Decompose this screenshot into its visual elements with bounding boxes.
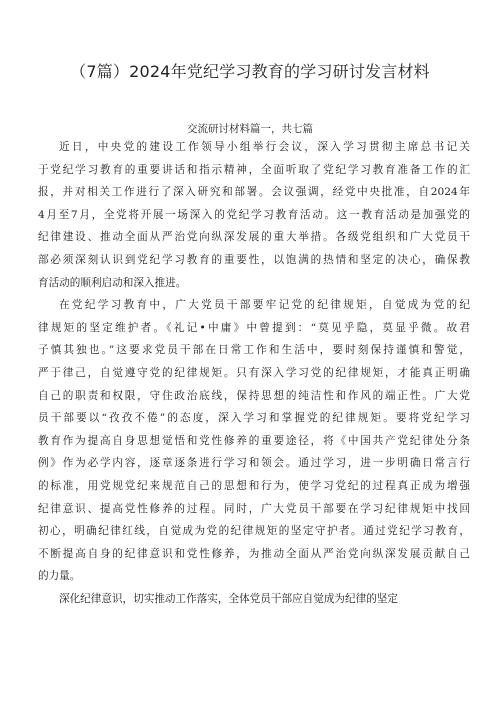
paragraph-line: 育活动的顺利启动和深入推进。 bbox=[38, 276, 187, 289]
document-title: （7篇）2024年党纪学习教育的学习研讨发言材料 bbox=[70, 62, 430, 81]
paragraph-line: 纪律意识、提高党性修养的过程。同时，广大党员干部要在学习纪律规矩中找回 bbox=[38, 502, 470, 515]
paragraph-line: 于党纪学习教育的重要讲话和指示精神，全面听取了党纪学习教育准备工作的汇 bbox=[38, 163, 470, 176]
paragraph-line: 律规矩的坚定维护者。《礼记•中庸》中曾提到：“莫见乎隐，莫显乎微。故君 bbox=[38, 321, 470, 334]
paragraph-line: 部必须深刻认识到党纪学习教育的重要性，以饱满的热情和坚定的决心，确保教 bbox=[38, 253, 470, 266]
paragraph-line: 报，并对相关工作进行了深入研究和部署。会议强调，经党中央批准，自2024年 bbox=[38, 186, 470, 199]
paragraph-line: 在党纪学习教育中，广大党员干部要牢记党的纪律规矩，自觉成为党的纪 bbox=[59, 299, 470, 312]
document-subtitle: 交流研讨材料篇一，共七篇 bbox=[187, 123, 313, 135]
paragraph-line: 员干部要以“孜孜不倦”的态度，深入学习和掌握党的纪律规矩。要将党纪学习 bbox=[38, 412, 470, 425]
paragraph-line: 的力量。 bbox=[38, 570, 81, 583]
paragraph-line: 例》作为必学内容，逐章逐条进行学习和领会。通过学习，进一步明确日常言行 bbox=[38, 457, 470, 470]
document-body bbox=[38, 136, 470, 610]
paragraph-line: 4月至7月，全党将开展一场深入的党纪学习教育活动。这一教育活动是加强党的 bbox=[38, 208, 470, 221]
paragraph-line: 近日，中央党的建设工作领导小组举行会议，深入学习贯彻主席总书记关 bbox=[59, 141, 470, 153]
paragraph-line: 纪律建设、推动全面从严治党向纵深发展的重大举措。各级党组织和广大党员干 bbox=[38, 231, 470, 244]
paragraph-line: 教育作为提高自身思想觉悟和党性修养的重要途径，将《中国共产党纪律处分条 bbox=[38, 434, 470, 447]
paragraph-line: 的标准，用党规党纪来规范自己的思想和行为，使学习党纪的过程真正成为增强 bbox=[38, 479, 470, 492]
paragraph-line: 不断提高自身的纪律意识和党性修养，为推动全面从严治党向纵深发展贡献自己 bbox=[38, 547, 470, 560]
paragraph-line: 初心，明确纪律红线，自觉成为党的纪律规矩的坚定守护者。通过党纪学习教育， bbox=[38, 525, 470, 538]
paragraph-line: 自己的职责和权限，守住政治底线，保持思想的纯洁性和作风的端正性。广大党 bbox=[38, 389, 470, 402]
paragraph-line: 深化纪律意识，切实推动工作落实，全体党员干部应自觉成为纪律的坚定 bbox=[59, 592, 398, 605]
paragraph-line: 子慎其独也。”这要求党员干部在日常工作和生活中，要时刻保持谨慎和警觉， bbox=[38, 344, 470, 357]
paragraph-line: 严于律己，自觉遵守党的纪律规矩。只有深入学习党的纪律规矩，才能真正明确 bbox=[38, 366, 470, 379]
